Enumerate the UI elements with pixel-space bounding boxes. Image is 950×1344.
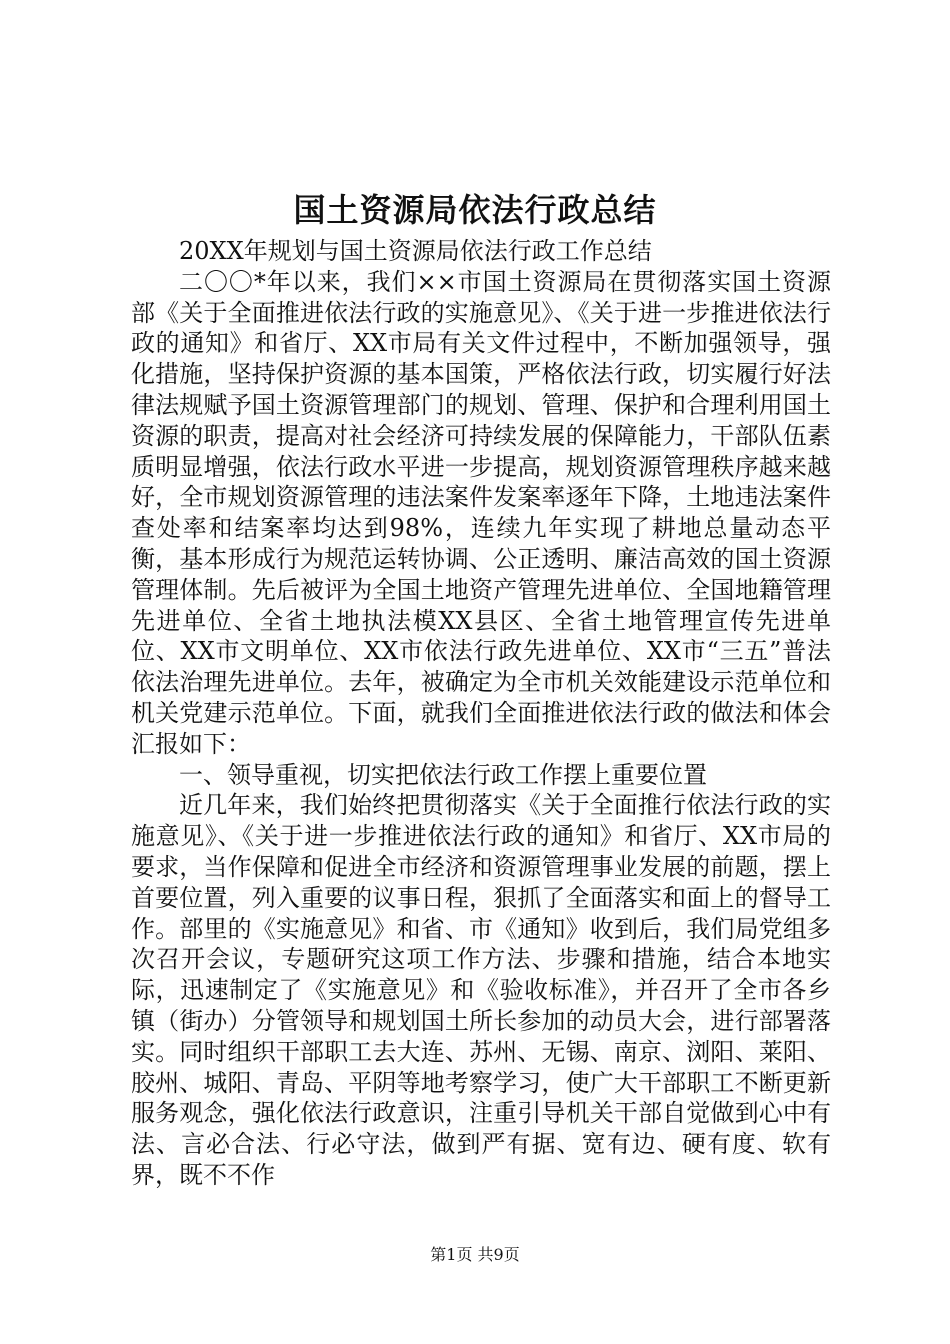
subtitle-paragraph: 20XX年规划与国土资源局依法行政工作总结 <box>179 237 652 265</box>
page-number-footer: 第1页 共9页 <box>430 1245 520 1264</box>
body-paragraph: 近几年来，我们始终把贯彻落实《关于全面推行依法行政的实施意见》、《关于进一步推进依法行政的通知》和省厅、XX市局的要求，当作保障和促进全市经济和资源管理事业发展的前题，摆上首要位置，列入重要的议事日程，狠抓了全面落实和面上的督导工作。部里的《实施意见》和省、市《通知》收到后，我们局党组多次召开会议，专题研究这项工作方法、步骤和措施，结合本地实际，迅速制定了《实施意见》和《验收标准》，并召开了全市各乡镇（街办）分管领导和规划国土所长参加的动员大会，进行部署落实。同时组织干部职工去大连、苏州、无锡、南京、浏阳、莱阳、胶州、城阳、青岛、平阴等地考察学习，使广大干部职工不断更新服务观念，强化依法行政意识，注重引导机关干部自觉做到心中有法、言必合法、行必守法，做到严有据、宽有边、硬有度、软有界，既不不作 <box>131 791 831 1189</box>
section-heading: 一、领导重视，切实把依法行政工作摆上重要位置 <box>179 760 707 789</box>
document-title: 国土资源局依法行政总结 <box>293 191 657 229</box>
body-paragraph: 二〇〇*年以来，我们××市国土资源局在贯彻落实国土资源部《关于全面推进依法行政的实施意见》、《关于进一步推进依法行政的通知》和省厅、XX市局有关文件过程中，不断加强领导，强化措施，坚持保护资源的基本国策，严格依法行政，切实履行好法律法规赋予国土资源管理部门的规划、管理、保护和合理利用国土资源的职责，提高对社会经济可持续发展的保障能力，干部队伍素质明显增强，依法行政水平进一步提高，规划资源管理秩序越来越好，全市规划资源管理的违法案件发案率逐年下降，土地违法案件查处率和结案率均达到98%，连续九年实现了耕地总量动态平衡，基本形成行为规范运转协调、公正透明、廉洁高效的国土资源管理体制。先后被评为全国土地资产管理先进单位、全国地籍管理先进单位、全省土地执法模XX县区、全省土地管理宣传先进单位、XX市文明单位、XX市依法行政先进单位、XX市“三五”普法依法治理先进单位。去年，被确定为全市机关效能建设示范单位和机关党建示范单位。下面，就我们全面推进依法行政的做法和体会汇报如下： <box>131 267 831 758</box>
document-body <box>131 236 831 1191</box>
